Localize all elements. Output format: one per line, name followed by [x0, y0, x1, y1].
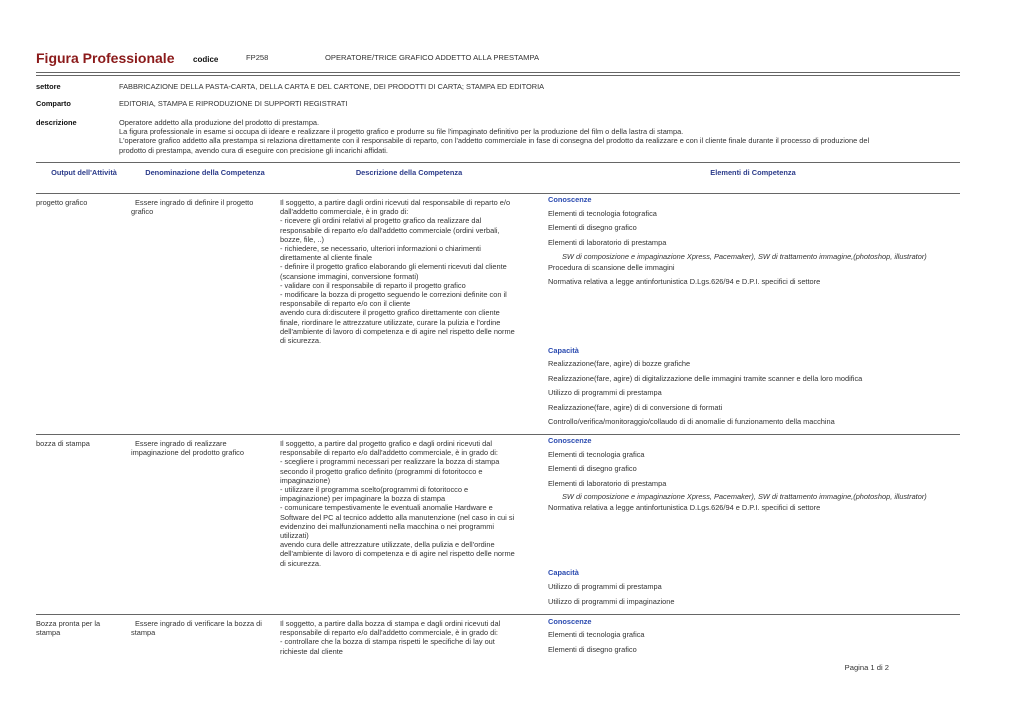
row2-descrizione [280, 439, 538, 568]
row-separator [36, 614, 960, 615]
output-line: stampa [36, 628, 61, 638]
profile-name: OPERATORE/TRICE GRAFICO ADDETTO ALLA PRESTAMPA [325, 53, 540, 62]
column-header-output: Output dell'Attività [51, 168, 117, 177]
conoscenza-subitem: SW di composizione e impaginazione Xpress, Pacemaker), SW di trattamento immagine,(photoshop, illustrator) [562, 252, 927, 261]
header-rule-top [36, 72, 960, 73]
desc-line: - richiedere, se necessario, ulteriori informazioni o chiarimenti [280, 244, 481, 254]
row1-descrizione [280, 198, 538, 345]
conoscenza-item: Elementi di tecnologia grafica [548, 630, 645, 639]
desc-line: dall'addetto commerciale, è in grado di: [280, 207, 409, 217]
desc-line: dell'ambiente di lavoro di competenza e di agire nel rispetto delle norme [280, 326, 515, 336]
column-header-denominazione: Denominazione della Competenza [145, 168, 265, 177]
desc-line: - utilizzare il programma scelto(programmi di fotoritocco e [280, 485, 469, 495]
capacita-item: Controllo/verifica/monitoraggio/collaudo di di anomalie di funzionamento della macchina [548, 417, 835, 426]
codice-label: codice [193, 55, 219, 64]
desc-line: responsabile di reparto e/o dall'addetto commerciale, è in grado di: [280, 628, 498, 638]
conoscenza-item: Elementi di laboratorio di prestampa [548, 238, 667, 247]
desc-line: impaginazione) per impaginare la bozza di stampa [280, 494, 446, 504]
row3-conoscenze-heading: Conoscenze [548, 617, 592, 626]
desc-line: avendo cura delle attrezzature utilizzate, della pulizia e dell'ordine [280, 540, 495, 550]
desc-line: impaginazione) [280, 475, 331, 485]
desc-line: richieste dal cliente [280, 646, 343, 656]
conoscenza-item: Elementi di disegno grafico [548, 223, 637, 232]
capacita-item: Utilizzo di programmi di prestampa [548, 582, 662, 591]
descrizione-line: L'operatore grafico addetto alla prestampa si relaziona direttamente con il responsabile di reparto, con l'addetto commerciale in fase di consegna del prodotto da realizzare e con il cliente finale durante il processo di produzione del [119, 136, 870, 146]
desc-line: di sicurezza. [280, 558, 322, 568]
desc-line: - ricevere gli ordini relativi al progetto grafico da realizzare dal [280, 216, 482, 226]
column-header-descrizione: Descrizione della Competenza [355, 168, 463, 177]
row-separator [36, 434, 960, 435]
table-header-rule-bottom [36, 193, 960, 194]
column-header-elementi: Elementi di Competenza [710, 168, 796, 177]
denominazione-line: impaginazione del prodotto grafico [131, 448, 244, 458]
desc-line: di sicurezza. [280, 336, 322, 346]
capacita-item: Realizzazione(fare, agire) di di conversione di formati [548, 403, 723, 412]
desc-line: secondo il progetto grafico definito (programmi di fotoritocco e [280, 466, 483, 476]
desc-line: Il soggetto, a partire dagli ordini ricevuti dal responsabile di reparto e/o [280, 198, 511, 207]
conoscenza-item: Procedura di scansione delle immagini [548, 263, 675, 272]
desc-line: dell'ambiente di lavoro di competenza e di agire nel rispetto delle norme [280, 549, 515, 559]
denominazione-line: Essere ingrado di definire il progetto [135, 198, 254, 207]
desc-line: finale, riordinare le attrezzature utilizzate, curare la pulizia e l'ordine [280, 317, 501, 327]
conoscenza-item: Normativa relativa a legge antinfortunistica D.Lgs.626/94 e D.P.I. specifici di settore [548, 503, 821, 512]
descrizione-line: prodotto di prestampa, avendo cura di eseguire con precisione gli incarichi affidati. [119, 145, 388, 155]
settore-label: settore [36, 82, 61, 91]
desc-line: - comunicare tempestivamente le eventuali anomalie Hardware e [280, 503, 493, 513]
capacita-item: Realizzazione(fare, agire) di bozze grafiche [548, 359, 691, 368]
output-line: Bozza pronta per la [36, 619, 101, 628]
denominazione-line: Essere ingrado di verificare la bozza di [135, 619, 262, 628]
row3-denominazione [131, 619, 277, 637]
denominazione-line: stampa [131, 628, 156, 638]
desc-line: bozze, file, ..) [280, 234, 324, 244]
desc-line: - definire il progetto grafico elaborando gli elementi ricevuti dal cliente [280, 262, 507, 272]
row1-conoscenze-heading: Conoscenze [548, 195, 592, 204]
descrizione-value [119, 118, 959, 155]
desc-line: - validare con il responsabile di reparto il progetto grafico [280, 280, 466, 290]
denominazione-line: grafico [131, 207, 154, 217]
conoscenza-item: Elementi di tecnologia fotografica [548, 209, 657, 218]
descrizione-label: descrizione [36, 118, 77, 127]
row1-capacita-heading: Capacità [548, 346, 579, 355]
conoscenza-subitem: SW di composizione e impaginazione Xpress, Pacemaker), SW di trattamento immagine,(photoshop, illustrator) [562, 492, 927, 501]
descrizione-line: Operatore addetto alla produzione del prodotto di prestampa. [119, 118, 320, 127]
page-number: Pagina 1 di 2 [844, 663, 889, 672]
comparto-label: Comparto [36, 99, 71, 108]
row2-denominazione [131, 439, 277, 457]
denominazione-line: Essere ingrado di realizzare [135, 439, 227, 448]
desc-line: (scansione immagini, conversione formati) [280, 271, 419, 281]
desc-line: responsabile di reparto e/o con il cliente [280, 299, 411, 309]
row3-descrizione [280, 619, 538, 656]
row1-output: progetto grafico [36, 198, 88, 207]
header-rule-bottom [36, 75, 960, 76]
row2-output: bozza di stampa [36, 439, 90, 448]
desc-line: - modificare la bozza di progetto seguendo le correzioni definite con il [280, 290, 507, 300]
page-title: Figura Professionale [36, 50, 175, 66]
conoscenza-item: Elementi di tecnologia grafica [548, 450, 645, 459]
codice-value: FP258 [246, 53, 269, 62]
desc-line: - scegliere i programmi necessari per realizzare la bozza di stampa [280, 457, 500, 467]
row2-conoscenze-heading: Conoscenze [548, 436, 592, 445]
desc-line: evidenzino dei malfunzionamenti nella macchina o nei programmi [280, 521, 495, 531]
conoscenza-item: Elementi di disegno grafico [548, 464, 637, 473]
capacita-item: Utilizzo di programmi di prestampa [548, 388, 662, 397]
desc-line: responsabile di reparto e/o dall'addetto commerciale (ordini verbali, [280, 225, 500, 235]
conoscenza-item: Elementi di laboratorio di prestampa [548, 479, 667, 488]
row3-output [36, 619, 128, 637]
desc-line: direttamente al cliente finale [280, 253, 373, 263]
comparto-value: EDITORIA, STAMPA E RIPRODUZIONE DI SUPPORTI REGISTRATI [119, 99, 348, 108]
desc-line: Il soggetto, a partire dal progetto grafico e dagli ordini ricevuti dal [280, 439, 492, 448]
desc-line: Il soggetto, a partire dalla bozza di stampa e dagli ordini ricevuti dal [280, 619, 501, 628]
conoscenza-item: Elementi di disegno grafico [548, 645, 637, 654]
table-header-rule-top [36, 162, 960, 163]
desc-line: - controllare che la bozza di stampa rispetti le specifiche di lay out [280, 637, 495, 647]
row1-denominazione [131, 198, 277, 216]
capacita-item: Realizzazione(fare, agire) di digitalizzazione delle immagini tramite scanner e della loro modifica [548, 374, 863, 383]
settore-value: FABBRICAZIONE DELLA PASTA-CARTA, DELLA CARTA E DEL CARTONE, DEI PRODOTTI DI CARTA; STAMPA ED EDITORIA [119, 82, 545, 91]
desc-line: avendo cura di:discutere il progetto grafico direttamente con cliente [280, 308, 500, 318]
desc-line: responsabile di reparto e/o dall'addetto commerciale, è in grado di: [280, 448, 498, 458]
desc-line: Software del PC al tecnico addetto alla manutenzione (nel caso in cui si [280, 512, 515, 522]
descrizione-line: La figura professionale in esame si occupa di ideare e realizzare il progetto grafico e produrre su file l'impaginato definitivo per la produzione del film o della lastra di stampa. [119, 127, 684, 137]
conoscenza-item: Normativa relativa a legge antinfortunistica D.Lgs.626/94 e D.P.I. specifici di settore [548, 277, 821, 286]
capacita-item: Utilizzo di programmi di impaginazione [548, 597, 675, 606]
row2-capacita-heading: Capacità [548, 568, 579, 577]
desc-line: utilizzati) [280, 531, 309, 541]
